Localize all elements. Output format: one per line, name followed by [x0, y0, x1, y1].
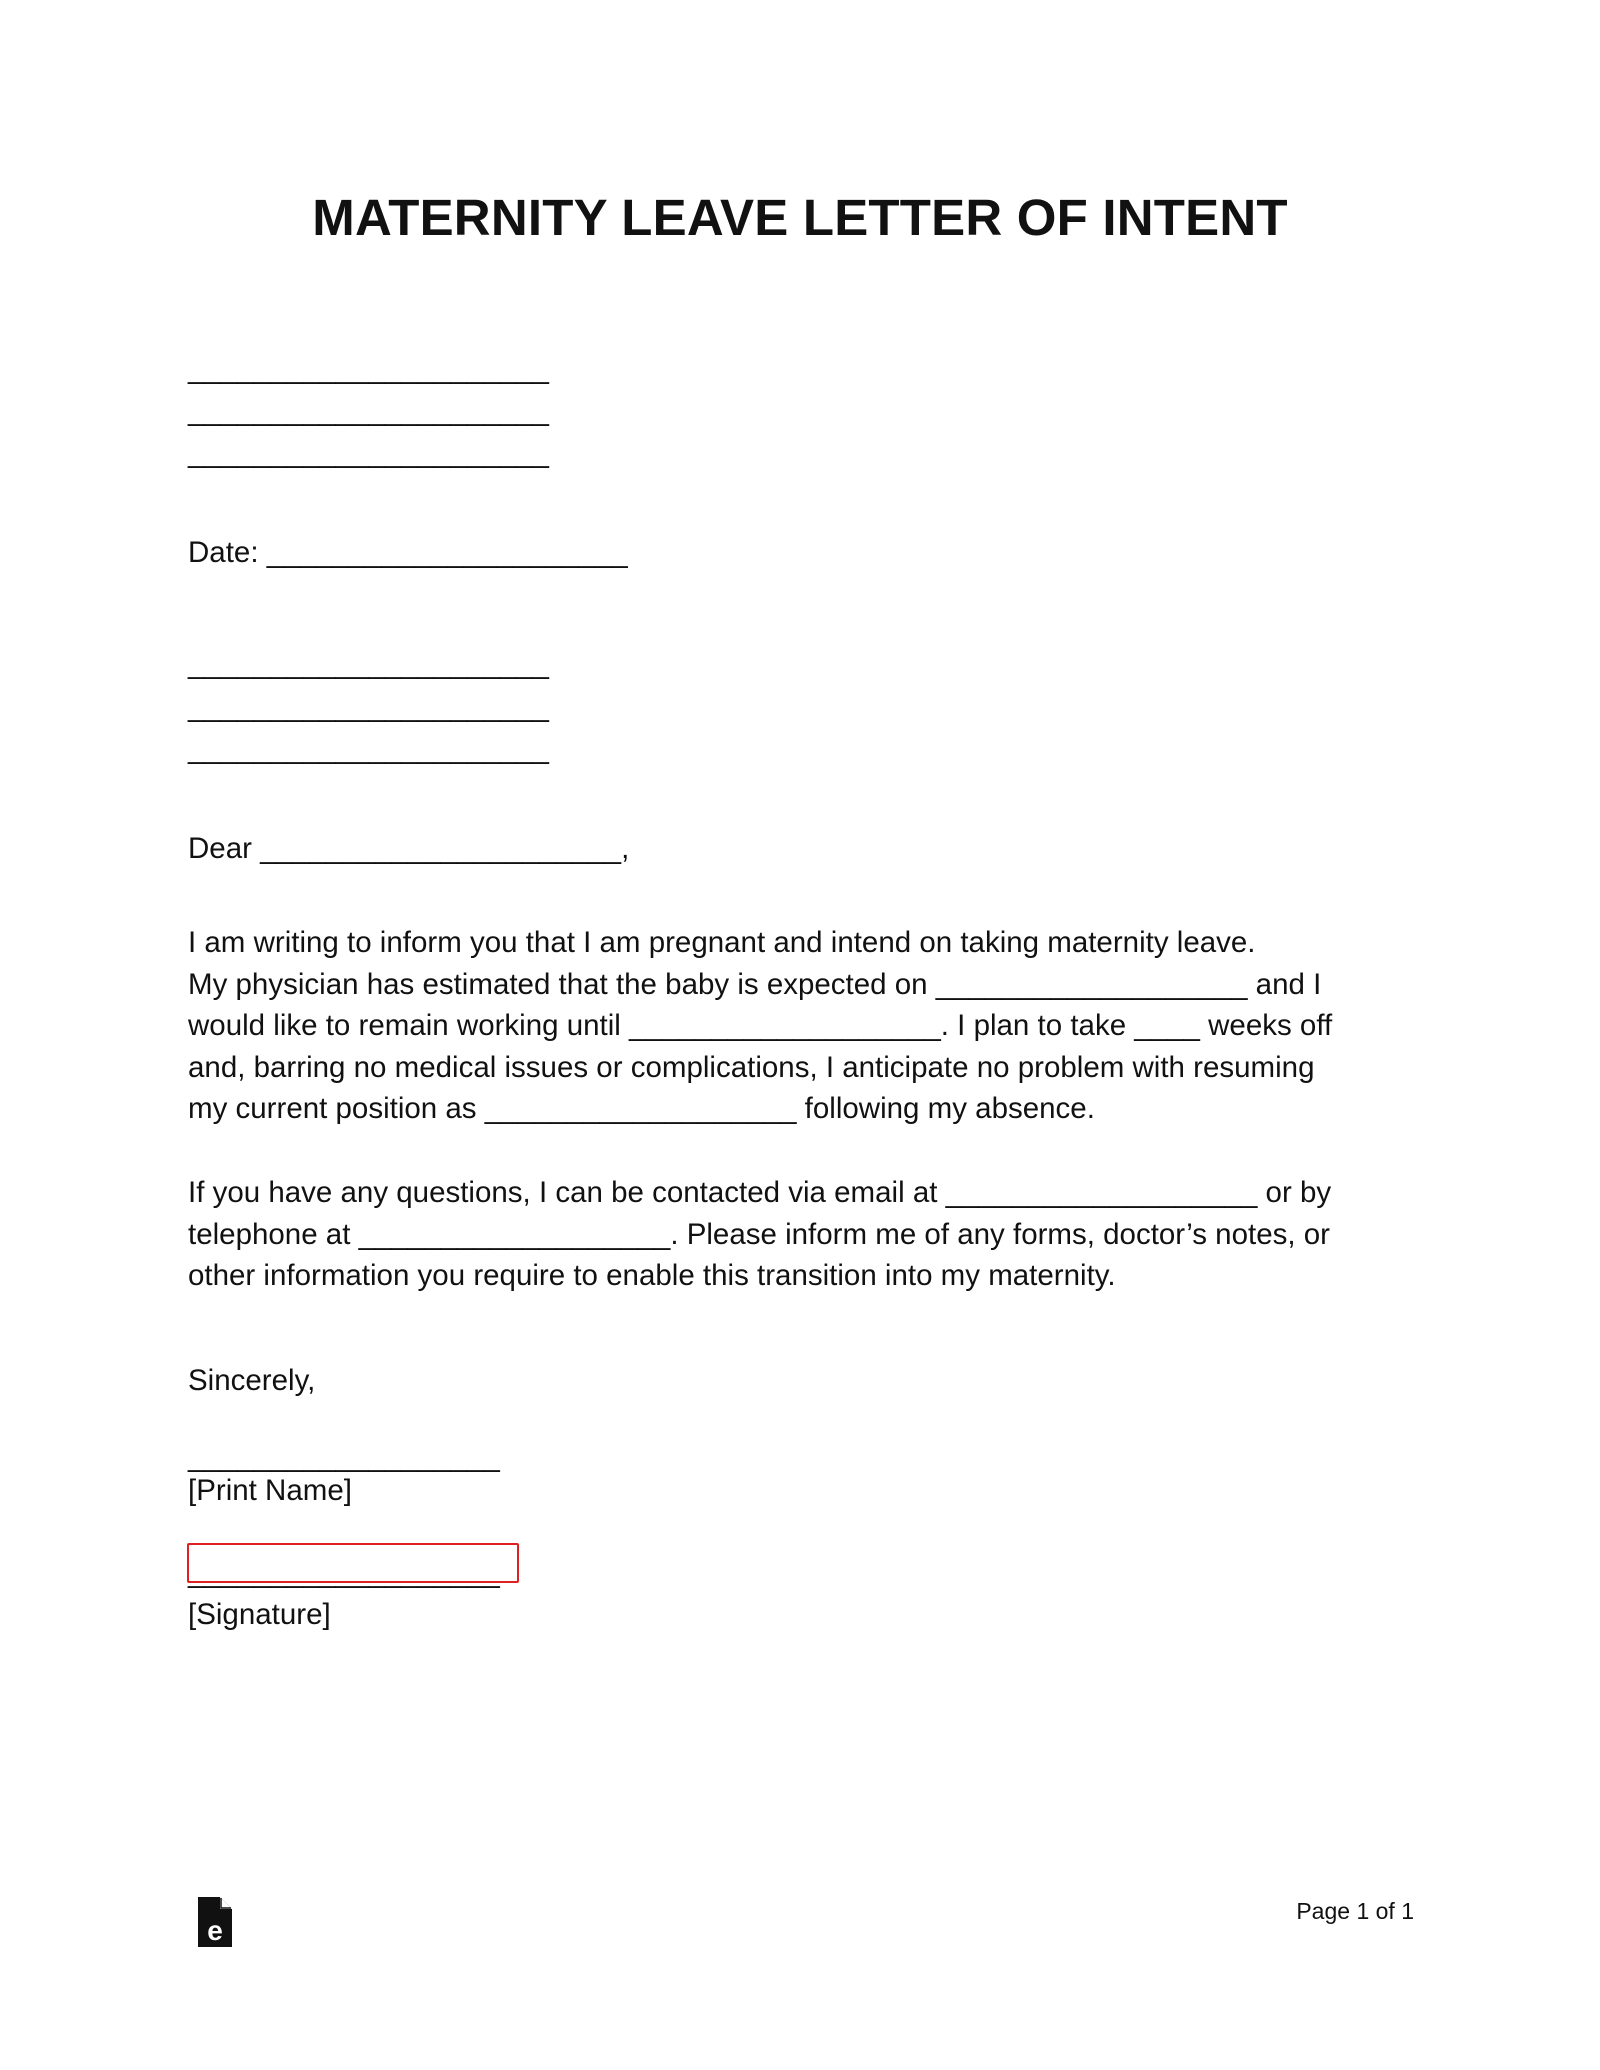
- eforms-logo-icon: [198, 1897, 234, 1947]
- sender-address-line-3[interactable]: ______________________: [188, 436, 549, 469]
- print-name-label: [Print Name]: [188, 1474, 352, 1507]
- paragraph-1-line-2[interactable]: My physician has estimated that the baby is expected on ___________________ and I: [188, 967, 1322, 1001]
- paragraph-1-line-5[interactable]: my current position as ___________________ following my absence.: [188, 1092, 1095, 1126]
- recipient-address-line-2[interactable]: ______________________: [188, 690, 549, 723]
- page-number: Page 1 of 1: [1296, 1898, 1414, 1924]
- signature-label: [Signature]: [188, 1598, 331, 1631]
- salutation[interactable]: Dear ______________________,: [188, 832, 630, 865]
- recipient-address-line-1[interactable]: ______________________: [188, 647, 549, 680]
- recipient-address-line-3[interactable]: ______________________: [188, 732, 549, 765]
- signature-input-field[interactable]: [187, 1543, 519, 1583]
- paragraph-2-line-3: other information you require to enable this transition into my maternity.: [188, 1259, 1116, 1293]
- paragraph-1-line-1: I am writing to inform you that I am pregnant and intend on taking maternity leave.: [188, 926, 1256, 959]
- closing: Sincerely,: [188, 1364, 316, 1397]
- print-name-field[interactable]: ___________________: [188, 1440, 500, 1473]
- paragraph-1-line-4: and, barring no medical issues or complications, I anticipate no problem with resuming: [188, 1050, 1315, 1084]
- paragraph-1-line-3[interactable]: would like to remain working until ___________________. I plan to take ____ weeks off: [188, 1009, 1333, 1043]
- date-field[interactable]: Date: ______________________: [188, 536, 628, 569]
- body-paragraph-1: [188, 922, 1428, 1130]
- paragraph-2-line-1[interactable]: If you have any questions, I can be contacted via email at ___________________ or by: [188, 1176, 1332, 1209]
- signature-line: ___________________: [188, 1556, 500, 1589]
- body-paragraph-2: [188, 1172, 1428, 1297]
- document-title: MATERNITY LEAVE LETTER OF INTENT: [312, 189, 1288, 246]
- sender-address-line-1[interactable]: ______________________: [188, 352, 549, 385]
- paragraph-2-line-2[interactable]: telephone at ___________________. Please inform me of any forms, doctor’s notes, or: [188, 1217, 1330, 1251]
- sender-address-line-2[interactable]: ______________________: [188, 394, 549, 427]
- svg-text:e: e: [207, 1915, 223, 1946]
